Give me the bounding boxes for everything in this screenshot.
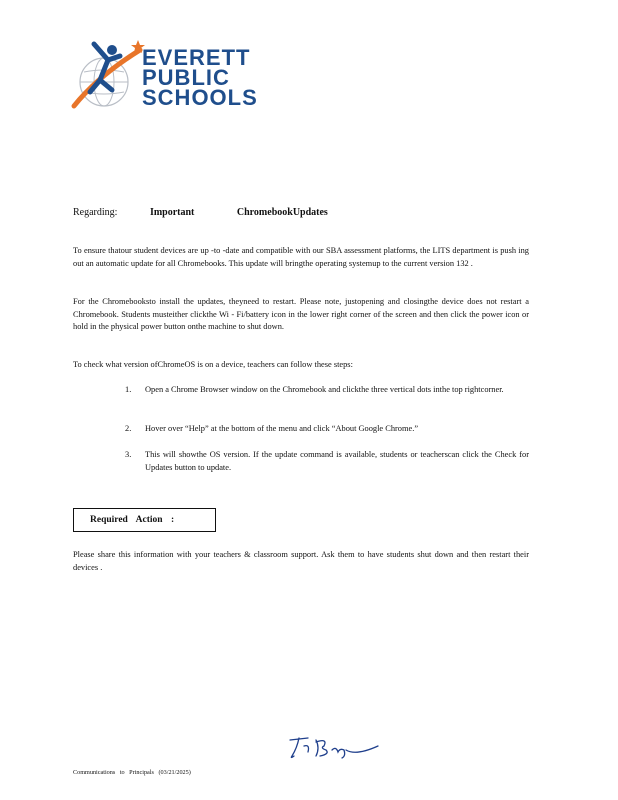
- step-2: [125, 423, 529, 436]
- paragraph-share: Please share this information with your teachers & classroom support. Ask them to have students shut down and then restart their devices .: [73, 550, 529, 572]
- district-logo: [70, 36, 260, 116]
- logo-emblem-icon: [70, 36, 150, 116]
- step-1: [125, 384, 529, 397]
- step-3: [125, 449, 529, 474]
- step-1-text: Open a Chrome Browser window on the Chromebook and clickthe three vertical dots inthe top rightcorner.: [145, 385, 504, 394]
- logo-line-2: PUBLIC: [142, 65, 230, 90]
- logo-line-3: SCHOOLS: [142, 85, 258, 110]
- footer-note: Communications to Principals (03/21/2025): [73, 769, 191, 776]
- regarding-line: [73, 207, 328, 218]
- signature: [286, 734, 382, 767]
- paragraph-intro: To ensure thatour student devices are up -to -date and compatible with our SBA assessment platforms, the LITS department is push ing out an automatic update for all Chromebooks. This update will bringthe operating systemup to the current version 132 .: [73, 246, 529, 268]
- logo-line-1: EVERETT: [142, 45, 251, 70]
- signature-icon: [286, 734, 382, 762]
- paragraph-restart: For the Chromebooksto install the updates, theyneed to restart. Please note, justopening and closingthe device does not restart a Chromebook. Students musteither clickthe Wi - Fi/battery icon in the lower right corner of the screen and then click the power icon or hold in the physical power button onthe machine to shut down.: [73, 297, 529, 332]
- required-action-label: Required Action :: [90, 515, 175, 525]
- paragraph-check-version: To check what version ofChromeOS is on a device, teachers can follow these steps:: [73, 360, 353, 369]
- step-3-number: 3.: [125, 450, 132, 459]
- regarding-subject-important: Important: [149, 207, 195, 218]
- step-1-number: 1.: [125, 385, 132, 394]
- required-action-box: [73, 508, 216, 532]
- regarding-subject-topic: ChromebookUpdates: [236, 207, 328, 218]
- step-3-text: This will showthe OS version. If the update command is available, students or teacherscan click the Check for Updates button to update.: [145, 450, 529, 472]
- step-2-number: 2.: [125, 424, 132, 433]
- logo-wordmark: [142, 45, 258, 110]
- regarding-label: Regarding:: [73, 207, 118, 218]
- step-2-text: Hover over “Help” at the bottom of the menu and click “About Google Chrome.”: [145, 424, 419, 433]
